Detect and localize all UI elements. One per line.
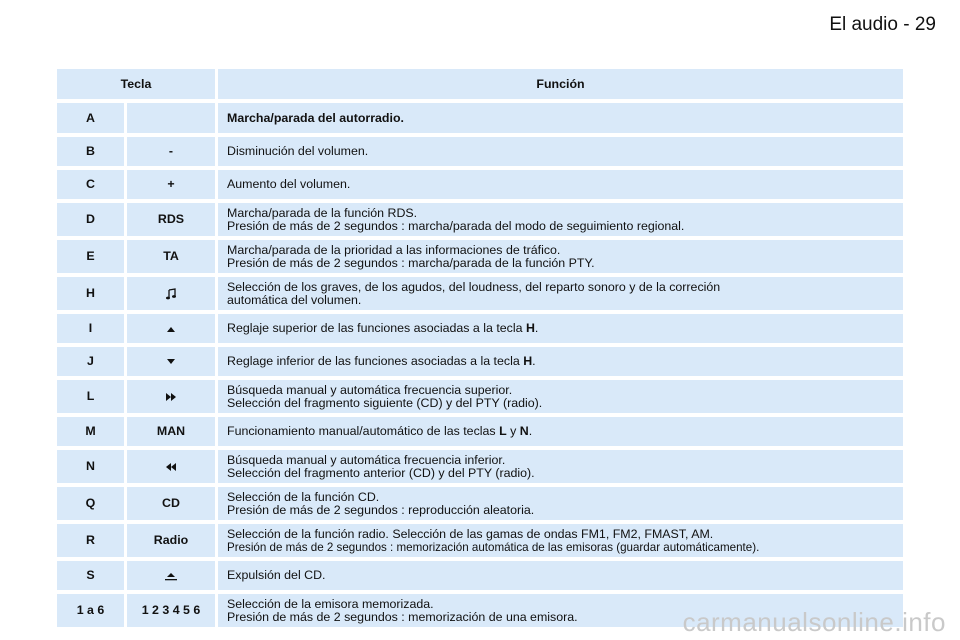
table-row xyxy=(57,561,903,590)
symbol-cell xyxy=(127,103,215,133)
function-cell xyxy=(218,417,903,446)
function-text-line: Presión de más de 2 segundos : marcha/parada de la función PTY. xyxy=(227,255,595,270)
function-text-line: Selección del fragmento anterior (CD) y del PTY (radio). xyxy=(227,465,535,480)
function-cell xyxy=(218,380,903,413)
key-cell: I xyxy=(57,314,124,343)
function-text-end: . xyxy=(534,321,539,335)
column-header-key: Tecla xyxy=(57,69,215,99)
function-text-line: Selección de la emisora memorizada. xyxy=(227,596,434,611)
table-row xyxy=(57,170,903,199)
eject-icon xyxy=(164,571,178,581)
key-cell: L xyxy=(57,380,124,413)
function-cell xyxy=(218,103,903,133)
table-row xyxy=(57,347,903,376)
table-row xyxy=(57,314,903,343)
function-cell xyxy=(218,240,903,273)
table-row xyxy=(57,450,903,483)
key-cell: S xyxy=(57,561,124,590)
table-row xyxy=(57,137,903,166)
key-cell: R xyxy=(57,524,124,557)
symbol-cell: RDS xyxy=(127,203,215,236)
key-cell: E xyxy=(57,240,124,273)
function-cell xyxy=(218,487,903,520)
function-text-bold: H xyxy=(525,321,535,335)
function-text-line: Selección del fragmento siguiente (CD) y del PTY (radio). xyxy=(227,395,543,410)
symbol-cell: Radio xyxy=(127,524,215,557)
function-text: Expulsión del CD. xyxy=(227,568,326,582)
table-row xyxy=(57,240,903,273)
function-cell xyxy=(218,314,903,343)
music-note-icon xyxy=(165,288,177,300)
function-text: Reglage inferior de las funciones asociadas a la tecla xyxy=(227,354,524,368)
arrow-down-icon xyxy=(166,358,176,366)
table-row xyxy=(57,380,903,413)
symbol-cell xyxy=(127,561,215,590)
key-cell: M xyxy=(57,417,124,446)
function-text-line: Marcha/parada de la prioridad a las informaciones de tráfico. xyxy=(227,242,561,257)
function-text-line: Presión de más de 2 segundos : reproducción aleatoria. xyxy=(227,502,535,517)
function-text-line: Marcha/parada de la función RDS. xyxy=(227,205,418,220)
function-text-bold: H xyxy=(523,354,533,368)
watermark: carmanualsonline.info xyxy=(682,607,946,637)
function-text-line: Búsqueda manual y automática frecuencia inferior. xyxy=(227,452,506,467)
function-text: Marcha/parada del autorradio. xyxy=(227,110,404,125)
symbol-cell: + xyxy=(127,170,215,199)
table-row xyxy=(57,417,903,446)
key-cell: B xyxy=(57,137,124,166)
function-text-line: Presión de más de 2 segundos : memorización automática de las emisoras (guardar automáticamente). xyxy=(227,540,760,554)
key-cell: 1 a 6 xyxy=(57,594,124,627)
function-text-end: . xyxy=(528,424,533,438)
table-row xyxy=(57,487,903,520)
symbol-cell xyxy=(127,347,215,376)
rewind-icon xyxy=(165,462,177,472)
table-row xyxy=(57,524,903,557)
function-text-bold: L xyxy=(499,424,507,438)
function-text: Aumento del volumen. xyxy=(227,177,351,191)
key-function-table xyxy=(57,69,903,631)
function-cell xyxy=(218,277,903,310)
key-cell: J xyxy=(57,347,124,376)
arrow-up-icon xyxy=(166,325,176,333)
key-cell: Q xyxy=(57,487,124,520)
column-header-function: Función xyxy=(218,69,903,99)
symbol-cell: 1 2 3 4 5 6 xyxy=(127,594,215,627)
function-cell xyxy=(218,137,903,166)
symbol-cell: TA xyxy=(127,240,215,273)
table-row xyxy=(57,203,903,236)
function-text-line: Presión de más de 2 segundos : marcha/parada del modo de seguimiento regional. xyxy=(227,218,685,233)
function-text: Funcionamiento manual/automático de las teclas xyxy=(227,424,500,438)
symbol-cell: - xyxy=(127,137,215,166)
key-cell: A xyxy=(57,103,124,133)
function-text-line: automática del volumen. xyxy=(227,292,362,307)
function-text-line: Selección de la función radio. Selección de las gamas de ondas FM1, FM2, FMAST, AM. xyxy=(227,526,714,541)
table-row xyxy=(57,277,903,310)
key-cell: N xyxy=(57,450,124,483)
symbol-cell: CD xyxy=(127,487,215,520)
function-text-end: . xyxy=(532,354,536,368)
page-title: El audio - 29 xyxy=(829,14,936,35)
function-text: Disminución del volumen. xyxy=(227,144,369,158)
symbol-cell: MAN xyxy=(127,417,215,446)
function-text-line: Selección de los graves, de los agudos, del loudness, del reparto sonoro y de la correción xyxy=(227,279,721,294)
function-cell xyxy=(218,170,903,199)
symbol-cell xyxy=(127,450,215,483)
symbol-cell xyxy=(127,277,215,310)
function-text-mid: y xyxy=(506,424,520,438)
symbol-cell xyxy=(127,314,215,343)
function-cell xyxy=(218,524,903,557)
function-text-line: Presión de más de 2 segundos : memorización de una emisora. xyxy=(227,609,578,624)
key-cell: C xyxy=(57,170,124,199)
function-cell xyxy=(218,203,903,236)
function-cell xyxy=(218,347,903,376)
symbol-cell xyxy=(127,380,215,413)
function-text-line: Búsqueda manual y automática frecuencia superior. xyxy=(227,382,513,397)
key-cell: D xyxy=(57,203,124,236)
function-text-bold: N xyxy=(519,424,529,438)
key-cell: H xyxy=(57,277,124,310)
function-text-line: Selección de la función CD. xyxy=(227,489,380,504)
table-row xyxy=(57,103,903,133)
function-cell xyxy=(218,561,903,590)
fast-forward-icon xyxy=(165,392,177,402)
table-header-row xyxy=(57,69,903,99)
function-text: Reglaje superior de las funciones asociadas a la tecla xyxy=(227,321,526,335)
function-cell xyxy=(218,450,903,483)
